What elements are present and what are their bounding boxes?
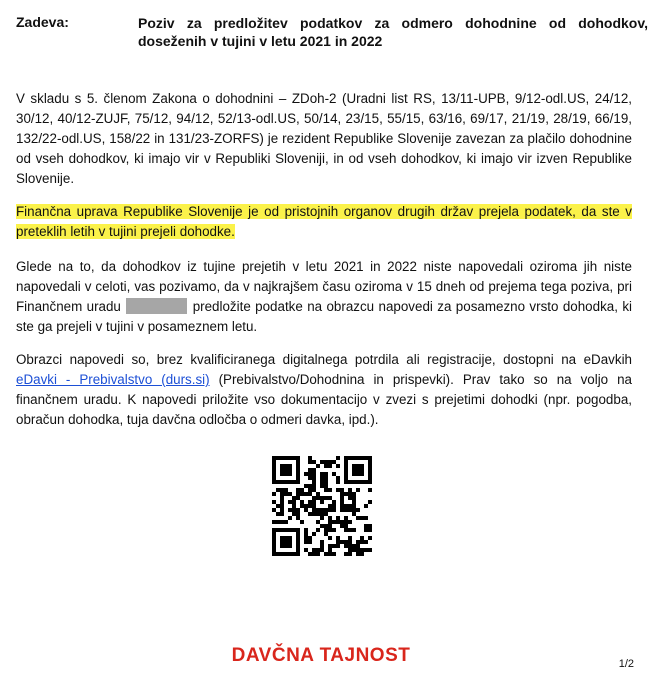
redacted-office-name xyxy=(126,298,187,314)
page-number: 1/2 xyxy=(618,658,634,670)
request-text-start: Glede na to, da dohodkov iz tujine prejetih v letu 2021 in 2022 niste napovedali oziroma jih niste napovedali v celoti, vas pozivamo, da v najkrajšem času oziroma v 15 dneh od prejema tega poziva, pri Finančnem uradu xyxy=(16,259,632,314)
subject-label: Zadeva: xyxy=(16,14,69,30)
paragraph-request xyxy=(16,257,632,337)
paragraph-forms xyxy=(16,350,632,430)
request-text-end: predložite podatke na obrazcu napovedi za posamezno vrsto dohodka, ki ste ga prejeli v tujini v posameznem letu. xyxy=(16,299,632,334)
edavki-link[interactable]: eDavki - Prebivalstvo (durs.si) xyxy=(16,372,210,387)
forms-text-end: (Prebivalstvo/Dohodnina in prispevki). Prav tako so na voljo na finančnem uradu. K napovedi priložite vso dokumentacijo v zvezi s prejetimi dohodki (npr. pogodba, obračun dohodka, tuja davčna odločba o odmeri davka, ipd.). xyxy=(16,372,632,427)
subject-text: Poziv za predložitev podatkov za odmero dohodnine od dohodkov, doseženih v tujini v letu 2021 in 2022 xyxy=(138,15,648,49)
letter-header xyxy=(16,14,648,50)
paragraph-highlighted xyxy=(16,202,632,242)
qr-code-icon xyxy=(272,456,372,556)
highlighted-text: Finančna uprava Republike Slovenije je od pristojnih organov drugih držav prejela podatek, da ste v preteklih letih v tujini prejeli dohodke. xyxy=(16,204,632,239)
confidentiality-title: DAVČNA TAJNOST xyxy=(231,645,411,666)
forms-text-start: Obrazci napovedi so, brez kvalificiranega digitalnega potrdila ali registracije, dostopni na eDavkih xyxy=(16,352,632,367)
paragraph-legal-basis: V skladu s 5. členom Zakona o dohodnini – ZDoh-2 (Uradni list RS, 13/11-UPB, 9/12-odl.US, 24/12, 30/12, 40/12-ZUJF, 75/12, 94/12, 52/13-odl.US, 50/14, 23/15, 55/15, 63/16, 69/17, 21/19, 28/19, 66/19, 132/22-odl.US, 158/22 in 131/23-ZORFS) je rezident Republike Slovenije zavezan za plačilo dohodnine od vseh dohodkov, ki imajo vir v Republiki Sloveniji, in od vseh dohodkov, ki imajo vir izven Republike Slovenije. xyxy=(16,91,632,186)
